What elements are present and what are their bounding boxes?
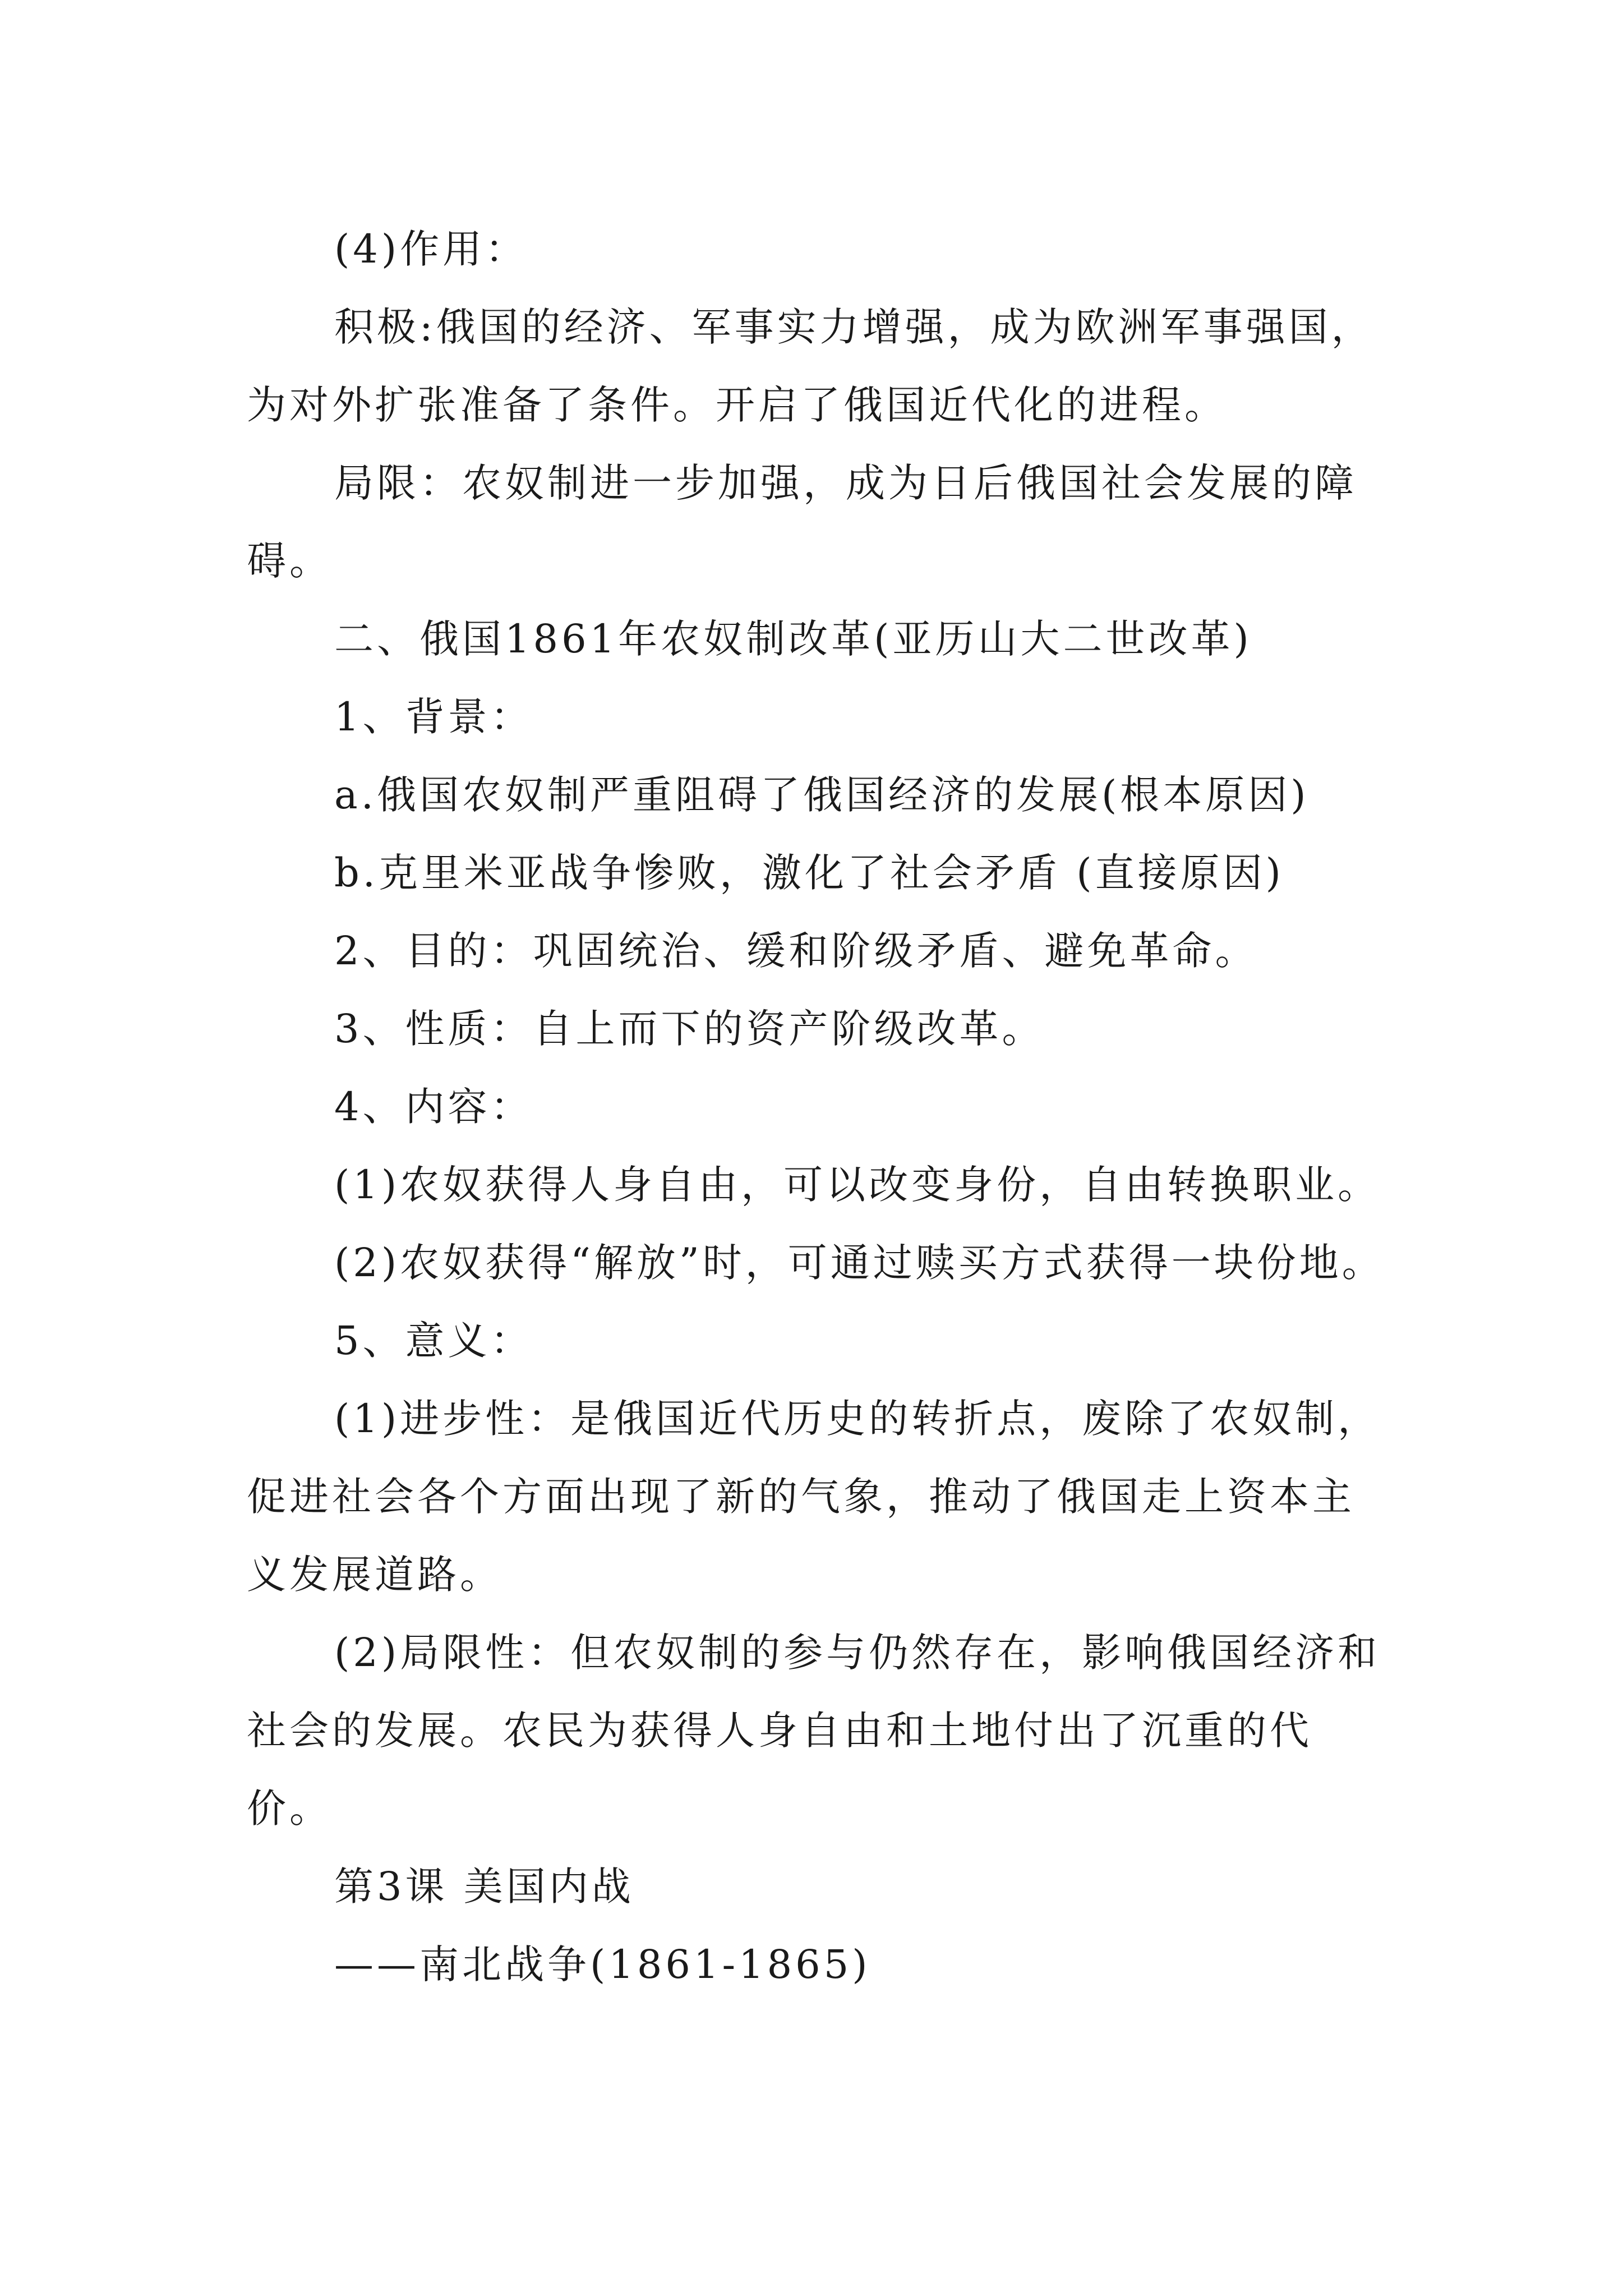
document-body — [247, 210, 1385, 2004]
paragraph-content-1: (1)农奴获得人身自由，可以改变身份，自由转换职业。 — [334, 1162, 1381, 1208]
paragraph-content-2: (2)农奴获得“解放”时，可通过赎买方式获得一块份地。 — [334, 1240, 1385, 1286]
paragraph-background-heading: 1、背景： — [334, 694, 533, 740]
paragraph-content-heading: 4、内容： — [334, 1084, 533, 1130]
paragraph-positive-effect: 积极:俄国的经济、军事实力增强，成为欧洲军事强国，为对外扩张准备了条件。开启了俄国近代化的进程。 — [247, 304, 1374, 428]
paragraph-function-heading: (4)作用： — [334, 226, 528, 272]
paragraph-background-b: b.克里米亚战争惨败，激化了社会矛盾 (直接原因) — [334, 850, 1284, 896]
lesson-subheading: ——南北战争(1861-1865) — [334, 1941, 871, 1987]
lesson-heading: 第3课 美国内战 — [334, 1864, 634, 1910]
paragraph-significance-2: (2)局限性：但农奴制的参与仍然存在，影响俄国经济和社会的发展。农民为获得人身自由和土地付出了沉重的代价。 — [247, 1630, 1381, 1832]
paragraph-background-a: a.俄国农奴制严重阻碍了俄国经济的发展(根本原因) — [334, 772, 1310, 818]
paragraph-limitation: 局限：农奴制进一步加强，成为日后俄国社会发展的障碍。 — [247, 460, 1357, 584]
paragraph-significance-heading: 5、意义： — [334, 1318, 533, 1364]
paragraph-purpose: 2、目的：巩固统治、缓和阶级矛盾、避免革命。 — [334, 928, 1258, 974]
paragraph-significance-1: (1)进步性：是俄国近代历史的转折点，废除了农奴制，促进社会各个方面出现了新的气象，推动了俄国走上资本主义发展道路。 — [247, 1396, 1381, 1598]
paragraph-nature: 3、性质：自上而下的资产阶级改革。 — [334, 1006, 1045, 1052]
section-heading-1861-reform: 二、俄国1861年农奴制改革(亚历山大二世改革) — [334, 616, 1252, 662]
